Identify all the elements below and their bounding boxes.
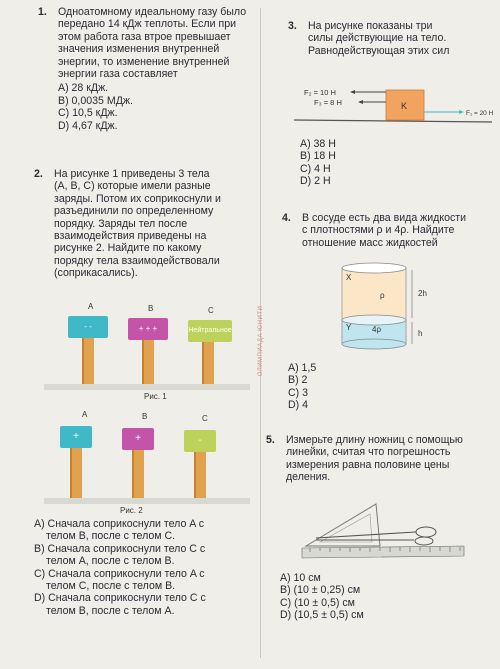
question-5-options [280,572,480,622]
forces-figure [280,78,496,134]
charged-body-b: + + + [128,318,168,340]
option-b[interactable]: B) 0,0035 МДж. [58,94,133,107]
figure-base [44,384,250,390]
option-c[interactable]: C) Сначала соприкоснули тело A с телом C, после с телом B. [34,567,205,593]
post-b [142,340,154,384]
post-c [202,342,214,384]
option-a[interactable]: A) 28 кДж. [58,82,109,95]
ruler-scissors-figure [296,498,468,562]
figure-2 [44,410,250,520]
post-a [82,338,94,384]
force-label-f3: F₃ = 8 H [314,98,342,107]
option-d[interactable]: D) (10,5 ± 0,5) см [280,609,364,622]
question-2-options [34,518,260,617]
olympiad-stamp: ОЛИМПИАДА ЮНИТИ [258,305,264,377]
question-text: Измерьте длину ножниц с помощью линейки, считая что погрешность измерения равна половине цены деления. [286,434,463,484]
figure-1 [44,298,250,406]
option-c[interactable]: C) 3 [288,386,309,399]
option-b[interactable]: B) (10 ± 0,25) см [280,584,361,597]
label-y: Y [346,323,352,332]
question-text: В сосуде есть два вида жидкости с плотностями ρ и 4ρ. Найдите отношение масс жидкостей [302,212,467,249]
figure-caption: Рис. 1 [144,392,167,401]
question-2 [34,168,259,280]
vessel-bottom [342,339,406,349]
option-b[interactable]: B) 18 H [300,150,336,163]
question-5 [266,434,496,484]
option-a[interactable]: A) Сначала соприкоснули тело A с телом B, после с телом C. [34,518,205,543]
question-number: 4. [282,212,291,224]
liquid-interface [342,315,406,325]
answer-options [58,82,263,132]
arrowhead-f3 [358,100,363,104]
figure-base [44,498,250,504]
label-rho: ρ [380,291,385,300]
body-label-a: A [88,302,94,311]
option-d[interactable]: D) 4 [288,399,309,412]
ruler [302,546,464,558]
post-a [70,448,82,498]
option-c[interactable]: C) 10,5 кДж. [58,107,118,120]
figure-caption: Рис. 2 [120,506,143,515]
body-label-b: B [142,412,148,421]
option-d[interactable]: D) 4,67 кДж. [58,119,118,132]
force-label-f1: F₁ = 20 H [466,110,494,117]
charged-body-c: Нейтральное [188,320,232,342]
option-a[interactable]: A) 38 H [300,138,336,150]
body-label-a: A [82,410,88,419]
scissor-blade [316,532,416,538]
question-number: 3. [288,20,297,32]
question-number: 5. [266,434,275,446]
label-4rho: 4ρ [372,325,381,334]
scissor-handle-2 [415,537,433,545]
question-text: На рисунке показаны три силы действующие на тело. Равнодействующая этих сил [308,20,450,57]
arrowhead-f2 [350,90,355,94]
label-2h: 2h [418,289,427,298]
option-b[interactable]: B) Сначала соприкоснули тело C с телом A, после с телом B. [34,542,206,568]
post-c [194,452,206,498]
option-c[interactable]: C) (10 ± 0,5) см [280,596,355,609]
charged-body-a: + [60,426,92,448]
scissor-handle-1 [416,527,436,537]
option-d[interactable]: D) 2 H [300,175,331,188]
label-x: X [346,273,352,282]
option-d[interactable]: D) Сначала соприкоснули тело C с телом B, после с телом A. [34,592,206,617]
force-label-f2: F₂ = 10 H [304,88,336,97]
body-label-c: C [202,414,208,423]
charged-body-b: + [122,428,154,450]
question-text: Одноатомному идеальному газу было передано 14 кДж теплоты. Если при этом работа газа втрое превышает значения изменения внутренней энергии, то изменение внутренней энергии газа составляет [58,6,247,81]
question-4-options [288,362,388,412]
option-b[interactable]: B) 2 [288,374,308,387]
option-c[interactable]: C) 4 H [300,162,331,175]
question-3 [288,20,493,57]
vessel-rim [342,263,406,273]
post-b [132,450,144,498]
arrowhead-f1 [459,110,464,114]
body-label: K [401,101,408,111]
question-1 [38,6,263,132]
question-number: 1. [38,6,47,18]
vessel-figure [330,258,450,358]
question-3-options [300,138,420,188]
label-h: h [418,329,423,338]
charged-body-c: - [184,430,216,452]
charged-body-a: - - [68,316,108,338]
question-4 [282,212,496,249]
question-number: 2. [34,168,43,180]
body-label-b: B [148,304,154,313]
option-a[interactable]: A) 1,5 [288,362,317,374]
option-a[interactable]: A) 10 см [280,572,321,584]
body-label-c: C [208,306,214,315]
question-text: На рисунке 1 приведены 3 тела (A, B, C) которые имели разные заряды. Потом их соприкоснули и разъединили по определенному порядку. Заряды тел после взаимодействия приведены на рисунке 2. Найдите по какому порядку тела взаимодействовали (соприкасались). [54,168,221,280]
